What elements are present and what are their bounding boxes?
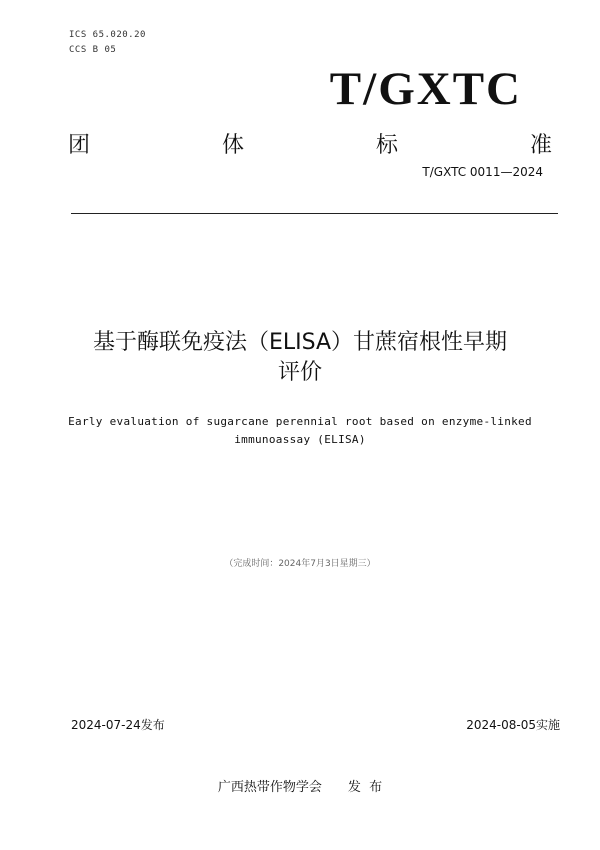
standard-number: T/GXTC 0011—2024 — [422, 165, 543, 179]
chinese-title-line-1: 基于酶联免疫法（ELISA）甘蔗宿根性早期 — [92, 330, 508, 355]
english-title — [60, 413, 540, 449]
english-title-line-2: immunoassay (ELISA) — [234, 433, 366, 446]
standard-type — [68, 128, 552, 159]
standard-type-char-1: 团 — [68, 133, 91, 158]
ccs-code: CCS B 05 — [69, 45, 117, 55]
english-title-line-1: Early evaluation of sugarcane perennial root based on enzyme-linked — [68, 415, 532, 428]
header-divider — [71, 213, 558, 214]
chinese-title-line-2: 评价 — [277, 360, 322, 385]
chinese-title — [60, 328, 540, 388]
standard-type-char-2: 体 — [221, 133, 244, 158]
standard-type-char-4: 准 — [529, 133, 552, 158]
implement-date: 2024-08-05实施 — [466, 718, 560, 732]
issuer: 广西热带作物学会 发 布 — [217, 780, 383, 795]
standard-logo: T/GXTC — [329, 63, 522, 115]
publish-date: 2024-07-24发布 — [71, 718, 165, 732]
standard-type-char-3: 标 — [375, 133, 398, 158]
ics-code: ICS 65.020.20 — [69, 30, 146, 40]
completion-time: （完成时间：2024年7月3日星期三） — [224, 559, 376, 569]
